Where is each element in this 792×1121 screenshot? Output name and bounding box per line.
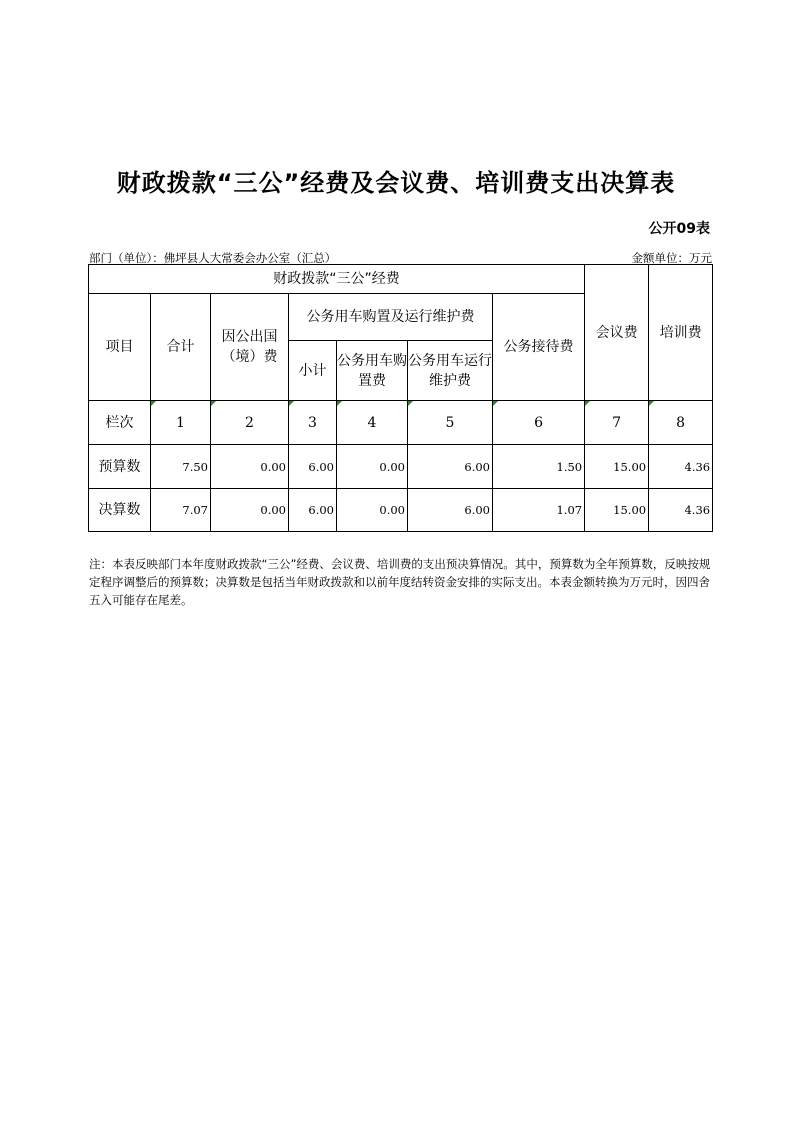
header-vehicle-group: 公务用车购置及运行维护费 — [289, 294, 493, 341]
actual-training: 4.36 — [649, 489, 713, 532]
header-item: 项目 — [89, 294, 151, 401]
index-row-label: 栏次 — [89, 401, 151, 445]
header-subtotal: 小计 — [289, 341, 337, 401]
header-reception-fee: 公务接待费 — [493, 294, 585, 401]
header-vehicle-operation: 公务用车运行维护费 — [408, 341, 493, 401]
actual-meeting: 15.00 — [585, 489, 649, 532]
budget-vehicle-operation: 6.00 — [408, 445, 493, 489]
budget-abroad: 0.00 — [211, 445, 289, 489]
footnote: 注：本表反映部门本年度财政拨款“三公”经费、会议费、培训费的支出预决算情况。其中，预算数为全年预算数，反映按规定程序调整后的预算数；决算数是包括当年财政拨款和以前年度结转资金安排的实际支出。本表金额转换为万元时，因四舍五入可能存在尾差。 — [89, 557, 711, 607]
department-label: 部门（单位）：佛坪县人大常委会办公室（汇总） — [89, 251, 337, 265]
header-training-fee: 培训费 — [649, 265, 713, 401]
index-cell: 1 — [151, 401, 211, 445]
budget-total: 7.50 — [151, 445, 211, 489]
header-three-public-group: 财政拨款“三公”经费 — [89, 265, 585, 294]
actual-reception: 1.07 — [493, 489, 585, 532]
header-meeting-fee: 会议费 — [585, 265, 649, 401]
index-cell: 4 — [337, 401, 408, 445]
index-cell: 2 — [211, 401, 289, 445]
index-cell: 6 — [493, 401, 585, 445]
actual-vehicle-subtotal: 6.00 — [289, 489, 337, 532]
budget-training: 4.36 — [649, 445, 713, 489]
index-cell: 7 — [585, 401, 649, 445]
actual-vehicle-operation: 6.00 — [408, 489, 493, 532]
budget-meeting: 15.00 — [585, 445, 649, 489]
index-cell: 5 — [408, 401, 493, 445]
actual-abroad: 0.00 — [211, 489, 289, 532]
expenditure-table — [88, 264, 713, 532]
amount-unit-label: 金额单位：万元 — [631, 251, 712, 265]
budget-reception: 1.50 — [493, 445, 585, 489]
row-label-actual: 决算数 — [89, 489, 151, 532]
header-vehicle-purchase: 公务用车购置费 — [337, 341, 408, 401]
budget-vehicle-subtotal: 6.00 — [289, 445, 337, 489]
index-cell: 3 — [289, 401, 337, 445]
budget-vehicle-purchase: 0.00 — [337, 445, 408, 489]
actual-vehicle-purchase: 0.00 — [337, 489, 408, 532]
row-label-budget: 预算数 — [89, 445, 151, 489]
header-abroad-fee: 因公出国（境）费 — [211, 294, 289, 401]
index-cell: 8 — [649, 401, 713, 445]
form-number: 公开09表 — [648, 221, 710, 237]
page-title: 财政拨款“三公”经费及会议费、培训费支出决算表 — [116, 169, 676, 197]
actual-total: 7.07 — [151, 489, 211, 532]
header-total: 合计 — [151, 294, 211, 401]
